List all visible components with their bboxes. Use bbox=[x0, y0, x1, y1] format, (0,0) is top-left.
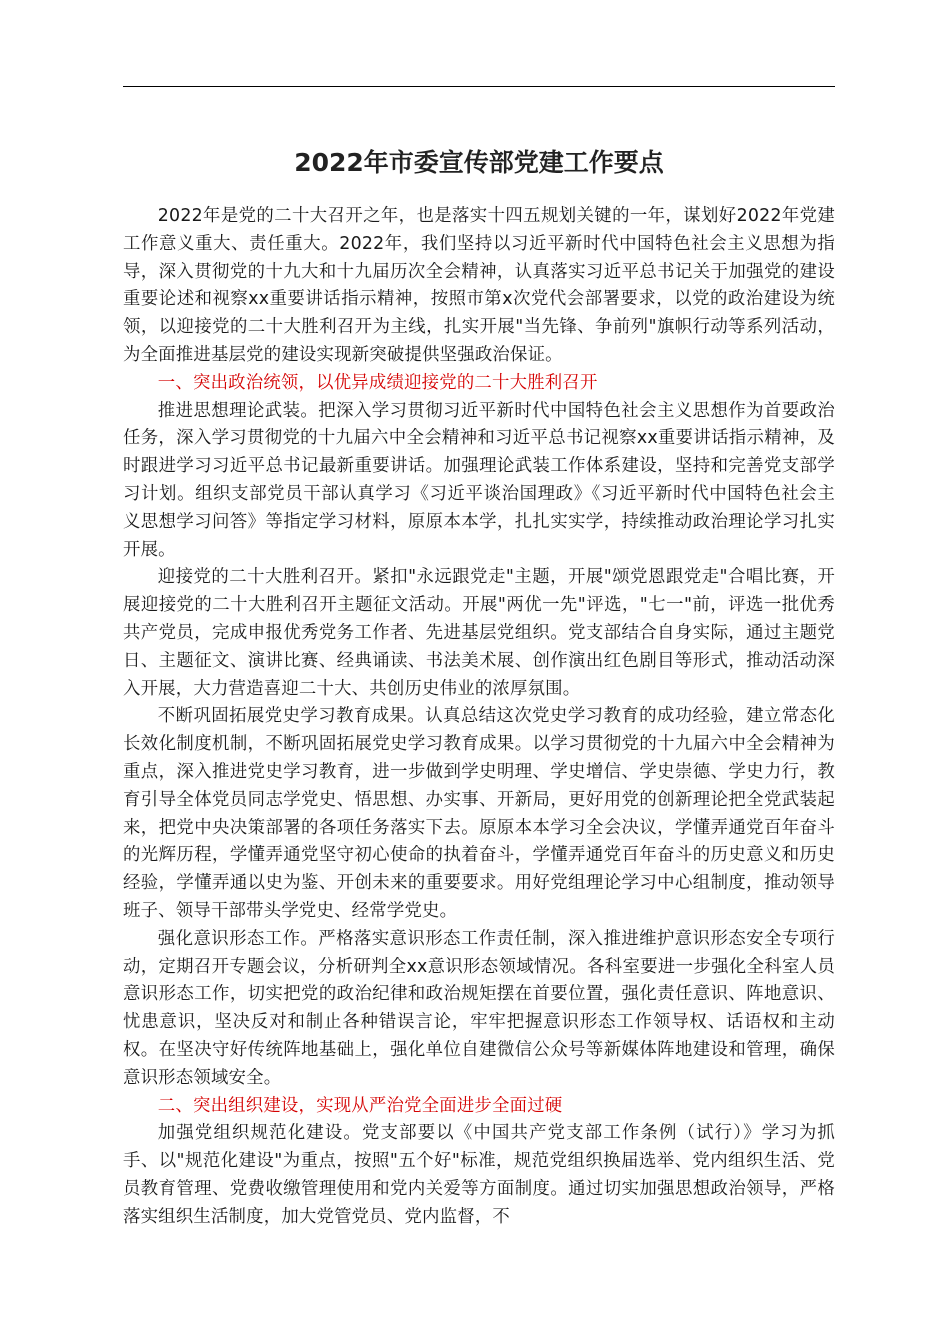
paragraph: 迎接党的二十大胜利召开。紧扣"永远跟党走"主题，开展"颂党恩跟党走"合唱比赛，开展迎接党的二十大胜利召开主题征文活动。开展"两优一先"评选，"七一"前，评选一批优秀共产党员，完成申报优秀党务工作者、先进基层党组织。党支部结合自身实际，通过主题党日、主题征文、演讲比赛、经典诵读、书法美术展、创作演出红色剧目等形式，推动活动深入开展，大力营造喜迎二十大、共创历史伟业的浓厚氛围。 bbox=[123, 567, 835, 699]
page-title: 2022年市委宣传部党建工作要点 bbox=[294, 148, 664, 177]
header-rule bbox=[123, 86, 835, 87]
paragraph: 强化意识形态工作。严格落实意识形态工作责任制，深入推进维护意识形态安全专项行动，定期召开专题会议，分析研判全xx意识形态领域情况。各科室要进一步强化全科室人员意识形态工作，切实把党的政治纪律和政治规矩摆在首要位置，强化责任意识、阵地意识、忧患意识，坚决反对和制止各种错误言论，牢牢把握意识形态工作领导权、话语权和主动权。在坚决守好传统阵地基础上，强化单位自建微信公众号等新媒体阵地建设和管理，确保意识形态领域安全。 bbox=[123, 928, 835, 1088]
paragraph: 不断巩固拓展党史学习教育成果。认真总结这次党史学习教育的成功经验，建立常态化长效化制度机制，不断巩固拓展党史学习教育成果。以学习贯彻党的十九届六中全会精神为重点，深入推进党史学习教育，进一步做到学史明理、学史增信、学史崇德、学史力行，教育引导全体党员同志学党史、悟思想、办实事、开新局，更好用党的创新理论把全党武装起来，把党中央决策部署的各项任务落实下去。原原本本学习全会决议，学懂弄通党百年奋斗的光辉历程，学懂弄通党坚守初心使命的执着奋斗，学懂弄通党百年奋斗的历史意义和历史经验，学懂弄通以史为鉴、开创未来的重要要求。用好党组理论学习中心组制度，推动领导班子、领导干部带头学党史、经常学党史。 bbox=[123, 706, 835, 921]
paragraph: 推进思想理论武装。把深入学习贯彻习近平新时代中国特色社会主义思想作为首要政治任务，深入学习贯彻党的十九届六中全会精神和习近平总书记视察xx重要讲话指示精神，及时跟进学习习近平总书记最新重要讲话。加强理论武装工作体系建设，坚持和完善党支部学习计划。组织支部党员干部认真学习《习近平谈治国理政》《习近平新时代中国特色社会主义思想学习问答》等指定学习材料，原原本本学，扎扎实实学，持续推动政治理论学习扎实开展。 bbox=[123, 400, 835, 560]
paragraph: 加强党组织规范化建设。党支部要以《中国共产党支部工作条例（试行）》学习为抓手、以"规范化建设"为重点，按照"五个好"标准，规范党组织换届选举、党内组织生活、党员教育管理、党费收缴管理使用和党内关爱等方面制度。通过切实加强思想政治领导，严格落实组织生活制度，加大党管党员、党内监督，不 bbox=[123, 1123, 835, 1227]
section-heading-1: 一、突出政治统领，以优异成绩迎接党的二十大胜利召开 bbox=[157, 372, 598, 393]
section-heading-2: 二、突出组织建设，实现从严治党全面进步全面过硬 bbox=[157, 1095, 563, 1116]
intro-paragraph: 2022年是党的二十大召开之年，也是落实十四五规划关键的一年，谋划好2022年党建工作意义重大、责任重大。2022年，我们坚持以习近平新时代中国特色社会主义思想为指导，深入贯彻党的十九大和十九届历次全会精神，认真落实习近平总书记关于加强党的建设重要论述和视察xx重要讲话指示精神，按照市第x次党代会部署要求，以党的政治建设为统领，以迎接党的二十大胜利召开为主线，扎实开展"当先锋、争前列"旗帜行动等系列活动，为全面推进基层党的建设实现新突破提供坚强政治保证。 bbox=[123, 206, 835, 365]
document-body bbox=[123, 203, 835, 1231]
